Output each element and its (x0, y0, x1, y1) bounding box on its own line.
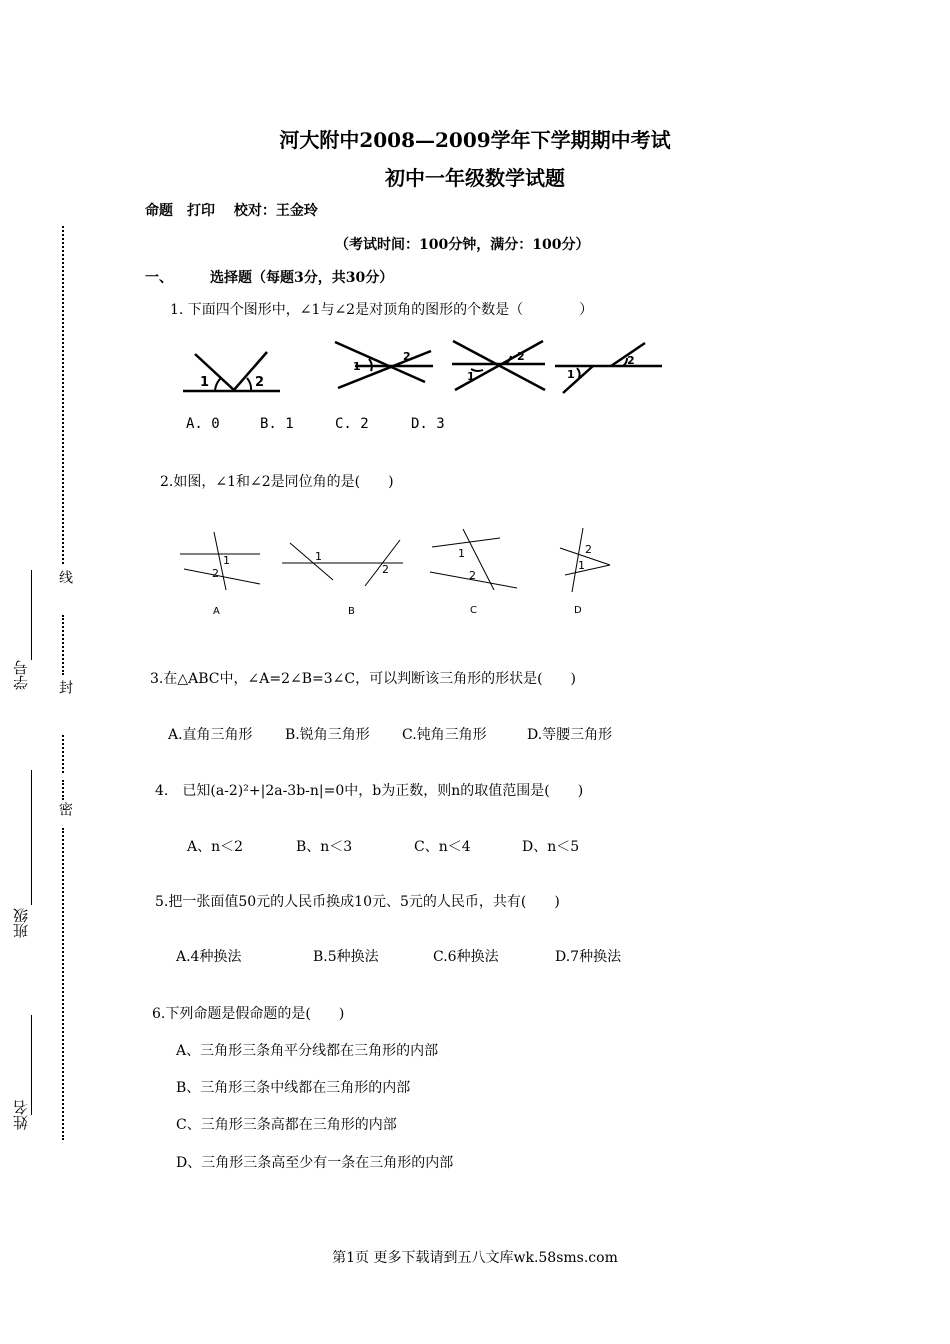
q2-d-label-2: 2 (585, 543, 592, 556)
q6-option-c[interactable]: C、三角形三条高都在三角形的内部 (176, 1117, 397, 1133)
page-footer: 第1页 更多下载请到五八文库wk.58sms.com (332, 1250, 618, 1266)
seal-dotted-line (62, 226, 64, 564)
q2-c-label-1: 1 (458, 547, 465, 560)
exam-title: 河大附中2008—2009学年下学期期中考试 (279, 128, 671, 152)
q2-a-label-1: 1 (223, 554, 230, 567)
q3-option-d[interactable]: D.等腰三角形 (527, 727, 613, 743)
student-no-label: 学号 (12, 660, 30, 690)
q3-option-a[interactable]: A.直角三角形 (168, 727, 253, 743)
q2-letter-c: C (470, 605, 477, 616)
question-3-text: 3.在△ABC中，∠A=2∠B=3∠C，可以判断该三角形的形状是( ) (150, 671, 576, 687)
question-1-text: 1. 下面四个图形中，∠1与∠2是对顶角的图形的个数是（ ） (170, 302, 594, 318)
q4-option-d[interactable]: D、n＜5 (522, 839, 580, 855)
q2-d-label-1: 1 (578, 559, 585, 572)
q2-figure-a (180, 532, 260, 590)
q1-option-d[interactable]: D. 3 (411, 416, 445, 432)
q1-fig3-label-1: 1 (467, 370, 475, 383)
q1-option-c[interactable]: C. 2 (335, 416, 369, 432)
seal-dotted-line (62, 615, 64, 675)
question-1-figures (175, 338, 675, 400)
q1-figure-2 (335, 342, 433, 388)
q1-fig4-label-1: 1 (567, 368, 575, 381)
q6-option-a[interactable]: A、三角形三条角平分线都在三角形的内部 (176, 1043, 439, 1059)
question-2-figures (170, 520, 630, 620)
seal-label-seal: 封 (57, 680, 73, 694)
q5-option-c[interactable]: C.6种换法 (433, 949, 499, 965)
q3-option-c[interactable]: C.钝角三角形 (402, 727, 487, 743)
seal-dotted-line (62, 828, 64, 1140)
q1-fig3-label-2: 2 (517, 350, 525, 363)
q5-option-d[interactable]: D.7种换法 (555, 949, 622, 965)
q1-fig1-label-2: 2 (255, 375, 265, 390)
exam-subtitle: 初中一年级数学试题 (385, 166, 565, 190)
exam-info: （考试时间：100分钟，满分：100分） (335, 237, 590, 253)
q2-letter-a: A (213, 606, 220, 617)
question-2-text: 2.如图，∠1和∠2是同位角的是( ) (160, 474, 394, 490)
q1-figure-1 (183, 352, 280, 391)
class-underline (31, 770, 32, 905)
q1-fig2-label-1: 1 (353, 360, 361, 373)
class-label: 班级 (12, 908, 30, 938)
question-4-text: 4. 已知(a-2)²+|2a-3b-n|=0中，b为正数，则n的取值范围是( ) (155, 783, 584, 799)
q2-c-label-2: 2 (469, 569, 476, 582)
q1-option-b[interactable]: B. 1 (260, 416, 294, 432)
q1-figure-3 (452, 341, 545, 390)
q2-figure-d (560, 528, 610, 592)
q1-option-a[interactable]: A. 0 (186, 416, 220, 432)
seal-label-line: 线 (57, 570, 73, 584)
name-label: 姓名 (12, 1100, 30, 1130)
q4-option-b[interactable]: B、n＜3 (296, 839, 353, 855)
q1-fig2-label-2: 2 (403, 350, 411, 363)
seal-dotted-line (62, 780, 64, 800)
q2-a-label-2: 2 (212, 567, 219, 580)
q2-letter-d: D (574, 605, 582, 616)
q3-option-b[interactable]: B.锐角三角形 (285, 727, 370, 743)
credits-line: 命题 打印 校对：王金玲 (145, 203, 318, 219)
section-heading: 选择题（每题3分，共30分） (210, 270, 394, 286)
q1-fig1-label-1: 1 (200, 375, 210, 390)
section-number: 一、 (145, 270, 173, 286)
seal-label-secret: 密 (57, 802, 73, 816)
name-underline (31, 1015, 32, 1115)
question-6-text: 6.下列命题是假命题的是( ) (152, 1006, 345, 1022)
q6-option-b[interactable]: B、三角形三条中线都在三角形的内部 (176, 1080, 411, 1096)
student-no-underline (31, 570, 32, 660)
q2-b-label-2: 2 (382, 563, 389, 576)
seal-dotted-line (62, 735, 64, 773)
q2-letter-b: B (348, 606, 355, 617)
question-5-text: 5.把一张面值50元的人民币换成10元、5元的人民币，共有( ) (155, 894, 560, 910)
q5-option-a[interactable]: A.4种换法 (176, 949, 242, 965)
q2-b-label-1: 1 (315, 550, 322, 563)
q6-option-d[interactable]: D、三角形三条高至少有一条在三角形的内部 (176, 1155, 454, 1171)
q5-option-b[interactable]: B.5种换法 (313, 949, 379, 965)
q4-option-a[interactable]: A、n＜2 (187, 839, 244, 855)
q1-fig4-label-2: 2 (627, 354, 635, 367)
q4-option-c[interactable]: C、n＜4 (414, 839, 471, 855)
